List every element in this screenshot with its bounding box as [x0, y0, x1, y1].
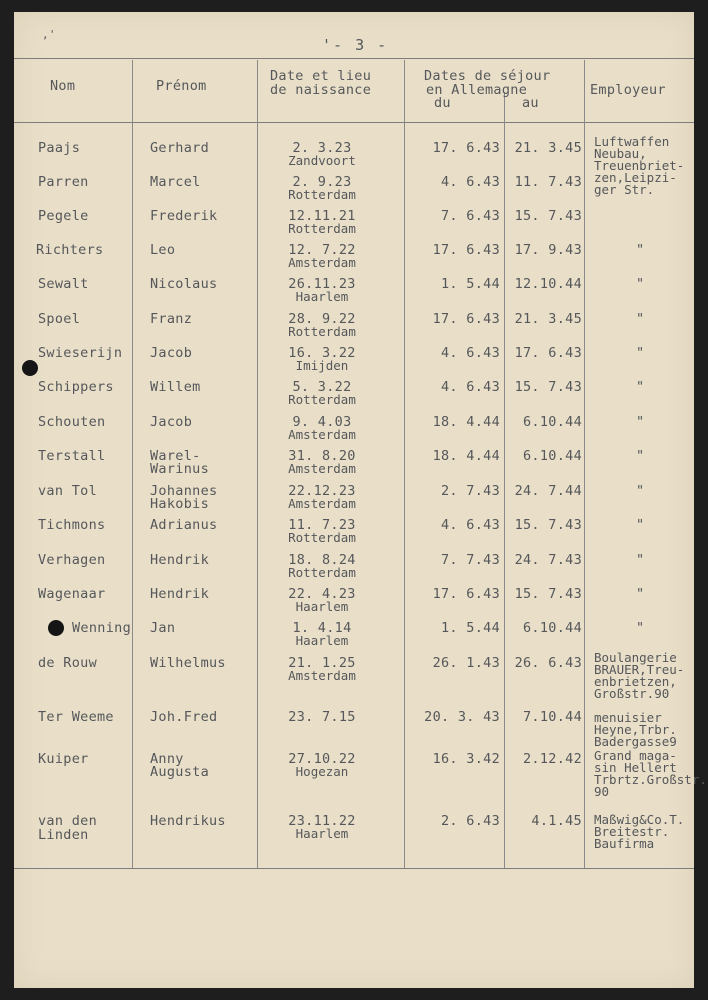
cell-prenom: Gerhard [150, 140, 209, 156]
cell-du: 16. 3.42 [432, 751, 500, 767]
ditto-mark: " [636, 311, 645, 327]
employeur-luftwaffen: zen,Leipzi- [594, 170, 677, 185]
cell-du: 17. 6.43 [432, 586, 500, 602]
cell-au: 12.10.44 [514, 276, 582, 292]
cell-nom: Ter Weeme [38, 709, 114, 725]
cell-lieu: Amsterdam [288, 255, 356, 270]
cell-nom: Wagenaar [38, 586, 106, 602]
ditto-mark: " [636, 552, 645, 568]
cell-prenom: Nicolaus [150, 276, 218, 292]
header-dates-sejour-2: en Allemagne [426, 82, 528, 98]
cell-prenom-line2: Warinus [150, 461, 209, 477]
cell-du: 4. 6.43 [441, 345, 500, 361]
cell-au: 15. 7.43 [514, 208, 582, 224]
cell-date: 9. 4.03 [292, 414, 352, 430]
cell-au: 6.10.44 [523, 414, 582, 430]
cell-au: 15. 7.43 [514, 379, 582, 395]
cell-lieu: Rotterdam [288, 187, 356, 202]
employeur-menuisier: Badergasse9 [594, 734, 677, 749]
cell-nom: Schippers [38, 379, 114, 395]
cell-date: 2. 3.23 [292, 140, 352, 156]
column-divider-du [504, 92, 505, 868]
ditto-mark: " [636, 414, 645, 430]
cell-nom: van Tol [38, 483, 97, 499]
cell-date: 5. 3.22 [292, 379, 352, 395]
ditto-mark: " [636, 483, 645, 499]
cell-du: 4. 6.43 [441, 174, 500, 190]
pencil-mark: ,' [42, 28, 56, 41]
header-nom: Nom [50, 78, 76, 94]
cell-au: 21. 3.45 [514, 140, 582, 156]
cell-date: 23.11.22 [288, 813, 356, 829]
column-divider-prenom [257, 60, 258, 868]
cell-lieu: Rotterdam [288, 324, 356, 339]
cell-prenom: Jacob [150, 345, 193, 361]
header-date-lieu-2: de naissance [270, 82, 372, 98]
cell-date: 11. 7.23 [288, 517, 356, 533]
employeur-baufirma: Baufirma [594, 836, 655, 851]
cell-du: 1. 5.44 [441, 620, 500, 636]
cell-lieu: Haarlem [295, 826, 349, 841]
cell-au: 11. 7.43 [514, 174, 582, 190]
cell-du: 17. 6.43 [432, 242, 500, 258]
cell-lieu: Amsterdam [288, 461, 356, 476]
cell-nom: van den [38, 813, 97, 829]
column-divider-naissance [404, 60, 405, 868]
column-divider-nom [132, 60, 133, 868]
cell-au: 6.10.44 [523, 448, 582, 464]
cell-lieu: Rotterdam [288, 221, 356, 236]
cell-du: 7. 6.43 [441, 208, 500, 224]
cell-prenom: Willem [150, 379, 201, 395]
cell-prenom-line2: Augusta [150, 764, 209, 780]
cell-lieu: Imijden [295, 358, 349, 373]
cell-nom: Paajs [38, 140, 81, 156]
employeur-grand-magasin: 90 [594, 784, 610, 799]
header-top-rule [14, 58, 694, 59]
ditto-mark: " [636, 276, 645, 292]
cell-lieu: Rotterdam [288, 530, 356, 545]
cell-date: 21. 1.25 [288, 655, 356, 671]
cell-nom: Schouten [38, 414, 106, 430]
cell-lieu: Haarlem [295, 599, 349, 614]
cell-prenom: Adrianus [150, 517, 218, 533]
document-sheet [14, 12, 707, 988]
cell-nom: Spoel [38, 311, 81, 327]
cell-nom: Sewalt [38, 276, 89, 292]
page-number: '- 3 - [322, 36, 389, 54]
cell-prenom: Frederik [150, 208, 218, 224]
cell-nom: Kuiper [38, 751, 89, 767]
cell-date: 12. 7.22 [288, 242, 356, 258]
cell-du: 18. 4.44 [432, 414, 500, 430]
cell-date: 22. 4.23 [288, 586, 356, 602]
cell-date: 31. 8.20 [288, 448, 356, 464]
employeur-boulangerie: Boulangerie [594, 650, 677, 665]
table-bottom-rule [14, 868, 694, 869]
employeur-menuisier: menuisier [594, 710, 662, 725]
cell-prenom: Warel- [150, 448, 201, 464]
ditto-mark: " [636, 242, 645, 258]
ditto-mark: " [636, 586, 645, 602]
cell-lieu: Haarlem [295, 633, 349, 648]
cell-nom: Tichmons [38, 517, 106, 533]
ditto-mark: " [636, 620, 645, 636]
redaction-dot [48, 620, 64, 636]
employeur-baufirma: Maßwig&Co.T. [594, 812, 685, 827]
cell-au: 15. 7.43 [514, 517, 582, 533]
cell-du: 26. 1.43 [432, 655, 500, 671]
cell-lieu: Amsterdam [288, 668, 356, 683]
cell-prenom: Hendrik [150, 552, 209, 568]
cell-prenom: Hendrik [150, 586, 209, 602]
cell-du: 2. 6.43 [441, 813, 500, 829]
employeur-baufirma: Breitestr. [594, 824, 670, 839]
cell-du: 4. 6.43 [441, 379, 500, 395]
employeur-grand-magasin: sin Hellert [594, 760, 677, 775]
ditto-mark: " [636, 517, 645, 533]
cell-lieu: Zandvoort [288, 153, 356, 168]
cell-prenom: Wilhelmus [150, 655, 226, 671]
cell-prenom: Jacob [150, 414, 193, 430]
cell-nom: Verhagen [38, 552, 106, 568]
header-au: au [522, 95, 539, 111]
employeur-luftwaffen: Luftwaffen [594, 134, 670, 149]
cell-date: 26.11.23 [288, 276, 356, 292]
cell-lieu: Amsterdam [288, 427, 356, 442]
employeur-luftwaffen: Neubau, [594, 146, 647, 161]
cell-du: 17. 6.43 [432, 140, 500, 156]
cell-au: 17. 9.43 [514, 242, 582, 258]
ditto-mark: " [636, 448, 645, 464]
cell-nom: Terstall [38, 448, 106, 464]
cell-au: 6.10.44 [523, 620, 582, 636]
cell-nom: de Rouw [38, 655, 97, 671]
cell-du: 2. 7.43 [441, 483, 500, 499]
cell-au: 26. 6.43 [514, 655, 582, 671]
employeur-boulangerie: BRAUER,Treu- [594, 662, 685, 677]
cell-du: 18. 4.44 [432, 448, 500, 464]
header-dates-sejour-1: Dates de séjour [424, 68, 551, 84]
ditto-mark: " [636, 345, 645, 361]
cell-date: 16. 3.22 [288, 345, 356, 361]
cell-prenom: Hendrikus [150, 813, 226, 829]
cell-lieu: Haarlem [295, 289, 349, 304]
employeur-menuisier: Heyne,Trbr. [594, 722, 677, 737]
cell-date: 1. 4.14 [292, 620, 352, 636]
cell-nom: Richters [36, 242, 104, 258]
cell-date: 27.10.22 [288, 751, 356, 767]
employeur-grand-magasin: Grand maga- [594, 748, 677, 763]
cell-du: 17. 6.43 [432, 311, 500, 327]
cell-prenom: Franz [150, 311, 193, 327]
cell-du: 1. 5.44 [441, 276, 500, 292]
cell-nom: Swieserijn [38, 345, 123, 361]
cell-au: 7.10.44 [523, 709, 582, 725]
ditto-mark: " [636, 379, 645, 395]
cell-lieu: Rotterdam [288, 392, 356, 407]
cell-lieu: Amsterdam [288, 496, 356, 511]
cell-nom-line2: Linden [38, 827, 89, 843]
cell-du: 4. 6.43 [441, 517, 500, 533]
cell-prenom-line2: Hakobis [150, 496, 209, 512]
cell-date: 18. 8.24 [288, 552, 356, 568]
cell-date: 22.12.23 [288, 483, 356, 499]
header-prenom: Prénom [156, 78, 207, 94]
redaction-dot [22, 360, 38, 376]
cell-prenom: Marcel [150, 174, 201, 190]
cell-au: 4.1.45 [531, 813, 582, 829]
header-du: du [434, 95, 451, 111]
employeur-grand-magasin: Trbrtz.Großstr. [594, 772, 707, 787]
employeur-boulangerie: Großstr.90 [594, 686, 670, 701]
cell-date: 28. 9.22 [288, 311, 356, 327]
cell-date: 2. 9.23 [292, 174, 352, 190]
cell-au: 24. 7.43 [514, 552, 582, 568]
cell-nom: Parren [38, 174, 89, 190]
employeur-luftwaffen: Treuenbriet- [594, 158, 685, 173]
cell-prenom: Joh.Fred [150, 709, 218, 725]
cell-date: 12.11.21 [288, 208, 356, 224]
cell-lieu: Rotterdam [288, 565, 356, 580]
cell-prenom: Leo [150, 242, 176, 258]
cell-nom: Pegele [38, 208, 89, 224]
employeur-boulangerie: enbrietzen, [594, 674, 677, 689]
column-divider-sejour [584, 60, 585, 868]
cell-au: 2.12.42 [523, 751, 582, 767]
cell-nom: Wenning [72, 620, 131, 636]
cell-prenom: Johannes [150, 483, 218, 499]
header-bottom-rule [14, 122, 694, 123]
cell-au: 21. 3.45 [514, 311, 582, 327]
header-employeur: Employeur [590, 82, 666, 98]
cell-prenom: Jan [150, 620, 176, 636]
employeur-luftwaffen: ger Str. [594, 182, 655, 197]
header-date-lieu-1: Date et lieu [270, 68, 372, 84]
cell-prenom: Anny [150, 751, 184, 767]
cell-du: 7. 7.43 [441, 552, 500, 568]
cell-lieu: Hogezan [295, 764, 349, 779]
cell-au: 15. 7.43 [514, 586, 582, 602]
cell-date: 23. 7.15 [288, 709, 356, 725]
cell-au: 24. 7.44 [514, 483, 582, 499]
cell-du: 20. 3. 43 [424, 709, 500, 725]
cell-au: 17. 6.43 [514, 345, 582, 361]
